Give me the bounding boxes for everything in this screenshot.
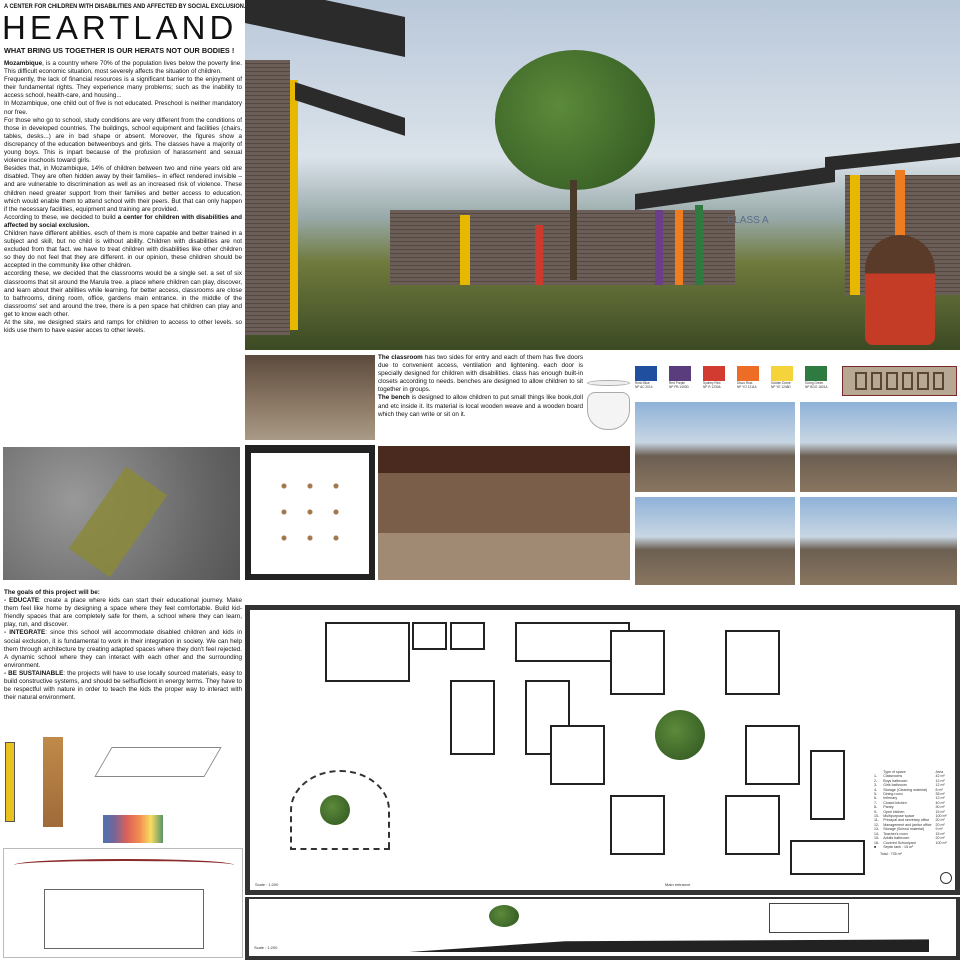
legend-area: 40 m² — [935, 800, 945, 805]
north-arrow-icon — [940, 872, 952, 884]
intro-p9: At the site, we designed stairs and ramps for children to access to other levels. so kids use them to have easier acces to other levels. — [4, 319, 242, 335]
bench-desc: is designed to allow children to put small things like book,doll and etc inside it. Its material is local wooden weave and a wooden board which they can write or sit on it. — [378, 394, 583, 418]
legend-space: Teacher's room — [883, 831, 908, 836]
legend-space: Infirmary — [883, 796, 898, 801]
swatch-color — [805, 366, 827, 381]
legend-space: Girls bathroom — [883, 783, 907, 788]
legend-num: 7- — [874, 800, 878, 805]
legend-area — [933, 845, 948, 849]
goal-label: - EDUCATE — [4, 597, 40, 605]
corridor-render — [245, 355, 375, 440]
swatch-name: Golden Dome — [771, 381, 791, 385]
legend-space: Dining room — [883, 792, 903, 797]
legend-total: Total : 735 m² — [880, 852, 902, 857]
palette-swatch — [703, 366, 734, 389]
swatch-name: Rush Blue — [635, 381, 650, 385]
legend-area: 20 m² — [935, 818, 945, 823]
classroom-text — [378, 354, 583, 419]
legend-space: Pantry — [883, 805, 894, 810]
intro-p5: Besides that, in Mozambique, 14% of children between two and nine years old are disabled. They are often hidden away by their families– in effect rendered invisible – and are vulnerable to discrimination as well as an increased risk of violence. These children need greater support from their families and better access to education, which would enable them to attend school with their peers. But that can only happen if the necessary facilities, equipment and training are provided. — [4, 165, 242, 213]
construction-diagram — [3, 737, 243, 845]
section-diagram — [3, 848, 243, 958]
intro-p8: according these, we decided that the classrooms would be a single set. a set of six classrooms that sit around the Marula tree. a place where children can play, discover, and learn about their abilities while learning. for better access, classrooms are close to bathrooms, dining room, office, gardens main entrance. in the middle of the classrooms' set and around the tree, there is a pen space hat children can play and get to know each other. — [4, 270, 242, 318]
palette-swatch — [771, 366, 802, 389]
legend-num: 10- — [874, 814, 880, 819]
swatch-color — [737, 366, 759, 381]
goal-text: : since this school will accommodate disabled children and kids in social exclusion, it is fundamental to work in their integration in society. We can help them through architecture by creating adapted spaces where they don't feel rejected. A dynamic school where they can interact with each other and the surrounding environment. — [4, 629, 243, 669]
project-tagline: WHAT BRING US TOGETHER IS OUR HERATS NOT OUR BODIES ! — [4, 46, 235, 55]
render-garden-2 — [800, 402, 957, 492]
classroom-bold: The classroom — [378, 354, 423, 361]
bench-lid-sketch — [587, 380, 630, 386]
legend-num: 6- — [874, 796, 878, 801]
legend-area: 12 m² — [935, 783, 945, 788]
goal-text: : create a place where kids can start their educational journey. Make them feel like home by designing a space where they feel comfortable. Build kid-friendly spaces that are completely safe for them, a school where they can learn, play, run, and discover. — [4, 597, 242, 629]
legend-num: 9- — [874, 809, 878, 814]
legend-space: Storage (Cleaning material) — [883, 787, 928, 792]
swatch-code: NP AC 2014 — [635, 385, 653, 389]
legend-space: Boys bathroom — [883, 778, 908, 783]
goal-label: - BE SUSTAINABLE — [4, 669, 64, 677]
intro-p3: In Mozambique, one child out of five is not educated. Preschool is neither mandatory nor free. — [4, 100, 242, 116]
plan-tree — [655, 710, 705, 760]
legend-area: 35 m² — [935, 792, 945, 797]
intro-p6: According to these, we decided to build — [4, 213, 118, 221]
legend-num: 11- — [874, 818, 879, 823]
legend-space: Open kitchen — [883, 809, 905, 814]
legend-area: 15 m² — [935, 809, 945, 814]
legend-area: 12 m² — [935, 796, 945, 801]
intro-p7: Children have different abilities. esch of them is more capable and better trained in a subject and skill, but no child is without ability. Children with disabilities are not excluded from that fact. we have to treat children with disabilities like other children so they do not feel that they are different. in our opinion, these children should be accepted in the community like other children. — [4, 229, 242, 270]
swatch-color — [669, 366, 691, 381]
legend-head-area: Area — [935, 770, 944, 774]
goals-text — [4, 589, 242, 702]
palette-swatch — [669, 366, 700, 389]
legend-space: Classrooms — [883, 774, 903, 779]
intro-text — [4, 60, 242, 335]
legend-num: 4- — [874, 787, 878, 792]
legend-space: Management and janitor office — [883, 822, 932, 827]
legend-space: Septic tank : 15 m³ — [883, 844, 914, 849]
plan-scale: Scale : 1:200 — [255, 882, 279, 887]
project-title: HEARTLAND — [2, 9, 238, 46]
site-aerial-map — [3, 447, 240, 580]
goal-text: : the projects will have to use locally sourced materials, easy to build constructive systems, and should be selfsufficient in energy terms. They have to be respectful with nature in order to teach the kids the proper way to interact with their natural environment. — [4, 669, 242, 702]
plan-legend — [872, 770, 952, 857]
legend-area: 42 m² — [935, 774, 945, 779]
legend-num: 8- — [874, 805, 878, 810]
classroom-desc: has two sides for entry and each of them has five doors due to convenient access, ventilation and lightening. each door is specially designed for children with disabilities. class has enough built-in closets according to needs. benches are designed to allow children to sit together in groups. — [378, 354, 583, 394]
swatch-code: NP PB 1490D — [669, 385, 689, 389]
legend-row — [872, 845, 949, 849]
legend-num: 12- — [874, 822, 880, 827]
bench-bold: The bench — [378, 394, 410, 402]
legend-space: Closed kitchen — [883, 800, 907, 805]
render-courtyard-2 — [800, 497, 957, 585]
legend-num: 2- — [874, 778, 878, 783]
swatch-color — [771, 366, 793, 381]
facade-elevation — [842, 366, 957, 396]
goals-heading: The goals of this project will be: — [4, 589, 100, 596]
legend-num: 3- — [874, 783, 878, 788]
legend-area: 30 m² — [935, 805, 945, 810]
hero-render — [245, 0, 960, 350]
legend-area: 9 m² — [935, 827, 943, 832]
legend-area: 12 m² — [935, 778, 945, 783]
class-sign: CLASS A — [727, 215, 769, 226]
swatch-name: Red Purple — [669, 381, 685, 385]
render-garden-1 — [635, 402, 795, 492]
legend-area: 15 m² — [935, 831, 945, 836]
section-scale: Scale : 1:200 — [254, 945, 278, 950]
legend-space: Principal and secretary office — [883, 818, 930, 823]
legend-head-type: Type of space — [883, 770, 906, 774]
swatch-code: NP YO 1211A — [737, 385, 757, 389]
legend-area: 100 m² — [935, 814, 947, 819]
legend-num: 14- — [874, 831, 880, 836]
legend-area: 20 m² — [935, 836, 945, 841]
swatch-name: Disco Rust — [737, 381, 753, 385]
legend-num: 16- — [874, 840, 880, 845]
swatch-code: NP R 1230A — [703, 385, 721, 389]
goal-label: - INTEGRATE — [4, 629, 46, 637]
bench-sketch — [587, 392, 630, 430]
legend-space: Multipurpose space — [883, 814, 915, 819]
project-kicker: A CENTER FOR CHILDREN WITH DISABILITIES AND AFFECTED BY SOCIAL EXCLUSION. — [4, 3, 246, 10]
intro-p4: For those who go to school, study conditions are very different from the conditions of those in developed countries. The buildings, school equipment and facilities (chairs, tables, desks...) are in bad shape or absent. Moreover, the figures show a discrepancy of the education betweenboys and girls. The classes have a majority of young boys. This is inpart because of the profusion of harassment and sexual violence inschools toward girls. — [4, 116, 242, 165]
color-palette — [635, 366, 836, 389]
palette-swatch — [805, 366, 836, 389]
classroom-plan — [245, 445, 375, 580]
legend-space: Adults bathroom — [883, 836, 910, 841]
legend-num: ■ — [874, 844, 877, 849]
child-figure — [865, 235, 935, 345]
legend-area: 20 m² — [935, 822, 945, 827]
palette-swatch — [737, 366, 768, 389]
site-floor-plan — [245, 605, 960, 895]
legend-num: 13- — [874, 827, 880, 832]
intro-bold: Mozambique — [4, 60, 43, 67]
swatch-name: Going Green — [805, 381, 824, 385]
intro-p2: Frequently, the lack of financial resources is a significant barrier to the enjoyment of their fundamental rights. They experience many problems; such as the inability to access school, health-care, and housing... — [4, 76, 242, 100]
plan-entrance-label: Main entrance — [665, 882, 691, 887]
legend-num: 5- — [874, 792, 878, 797]
intro-p6-bold: a center for children with disabilities and affected by social exclusion. — [4, 213, 242, 229]
palette-swatch — [635, 366, 666, 389]
swatch-name: Sydney Red — [703, 381, 721, 385]
intro-p1: , is a country where 70% of the population lives below the poverty line. This difficult economic situation, most severely affects the situation of children. — [4, 60, 242, 76]
legend-num: 1- — [874, 774, 878, 779]
interior-render — [378, 446, 630, 580]
swatch-code: NP YE 1248D — [771, 385, 791, 389]
swatch-color — [703, 366, 725, 381]
legend-num: 15- — [874, 836, 880, 841]
legend-space: Covered Schoolyard — [883, 840, 916, 845]
legend-space: Storage (School material) — [883, 827, 924, 832]
legend-area: 8 m² — [935, 787, 943, 792]
marula-tree — [495, 50, 655, 190]
render-courtyard-1 — [635, 497, 795, 585]
legend-area: 100 m² — [935, 840, 947, 845]
site-section — [245, 897, 960, 960]
swatch-color — [635, 366, 657, 381]
swatch-code: NP BGG 1601A — [805, 385, 828, 389]
